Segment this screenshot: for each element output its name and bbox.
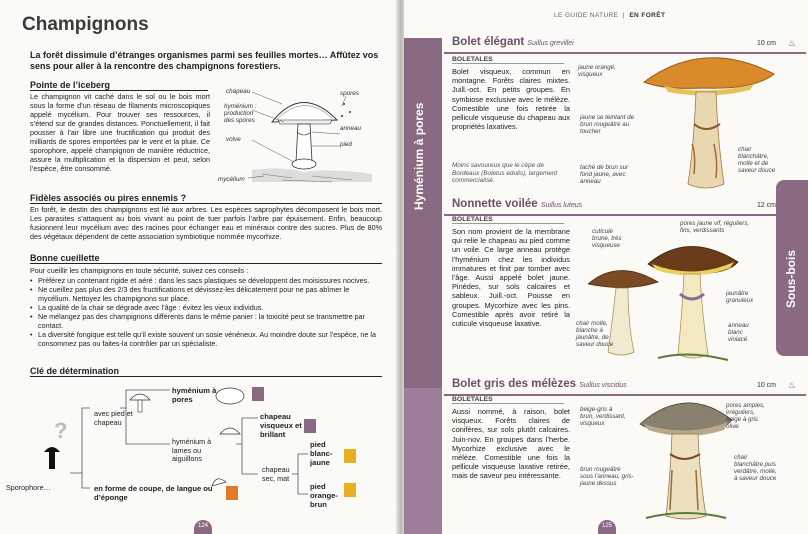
key-pied-chapeau: avec pied et chapeau bbox=[94, 409, 133, 427]
species-header bbox=[444, 378, 806, 396]
label-spores: spores bbox=[340, 90, 359, 97]
species-latin: Suillus viscidus bbox=[579, 382, 627, 389]
header-section: EN FORÊT bbox=[629, 12, 666, 19]
section-text-cueillette-intro: Pour cueillir les champignons en toute sécurité, suivez ces conseils : bbox=[30, 266, 249, 275]
label-pores-s1: jaune se teintant de brun rougeâtre au toucher bbox=[580, 114, 635, 135]
side-band-label: Hyménium à pores bbox=[412, 102, 426, 210]
section-title-cle: Clé de détermination bbox=[30, 366, 382, 377]
list-item: • La qualité de la chair se dégrade avec l’âge : évitez les vieux individus. bbox=[30, 303, 382, 312]
section-title-cueillette: Bonne cueillette bbox=[30, 253, 382, 264]
label-hymenium: hyménium : production des spores bbox=[224, 103, 257, 124]
species-description: Aussi nommé, à raison, bolet visqueux. Forêts claires de conifères, sur sols plutôt calcaires. Juin-nov. En groupes dans l’herbe. Mycorhize exclusive avec le mélèze. Comestible une fois la pellicule visqueuse laxative retirée, mais de saveur peu intéressante. bbox=[452, 407, 570, 481]
header-guide: LE GUIDE NATURE bbox=[554, 12, 619, 19]
key-flag-purple bbox=[252, 387, 264, 401]
species-size: 10 cm bbox=[756, 382, 776, 389]
section-tab[interactable] bbox=[776, 180, 808, 356]
tips-list bbox=[30, 276, 382, 348]
label-pores-s2: pores jaune vif, réguliers, fins, verdissants bbox=[680, 220, 750, 234]
key-pied-blanc-jaune: pied blanc-jaune bbox=[310, 440, 333, 467]
label-chair-s3: chair blanchâtre puis verdâtre, molle, à saveur douce bbox=[734, 454, 777, 482]
species-size: 12 cm bbox=[756, 202, 776, 209]
cooking-pot-icon: ♨ bbox=[787, 38, 796, 48]
page-number-right: 125 bbox=[598, 520, 616, 534]
species-family: BOLETALES bbox=[452, 396, 564, 404]
label-anneau-s2: anneau blanc violacé bbox=[728, 322, 749, 343]
label-pied-s2: jaunâtre granuleux bbox=[726, 290, 754, 304]
key-forme-coupe: en forme de coupe, de langue ou d’éponge bbox=[94, 484, 213, 502]
label-pores-s3: pores amples, irréguliers, beige à gris olive bbox=[726, 402, 765, 430]
list-item: • Ne cueillez pas plus des 2/3 des fructifications et dévissez-les délicatement pour ne pas abîmer le mycélium. Nettoyez les champignons sur place. bbox=[30, 285, 382, 303]
species-size: 10 cm bbox=[756, 40, 776, 47]
cooking-pot-icon: ♨ bbox=[787, 380, 796, 390]
species-description: Bolet visqueux, commun en montagne. Forêts claires mixtes. Juill.-oct. En petits groupes. En symbiose exclusive avec le mélèze. Comestible une fois retirée la pellicule visqueuse du chapeau aux propriétés laxatives. bbox=[452, 67, 570, 132]
label-chapeau-s3: beige-gris à brun, verdissant, visqueux bbox=[580, 406, 626, 427]
label-pied-s1: taché de brun sur fond jaune, avec anneau bbox=[580, 164, 629, 185]
section-text-associes: En forêt, le destin des champignons est lié aux arbres. Les espèces saprophytes décomposent le bois mort. Les parasites s’attaquent au bois vivant au point de tuer parfois l’arbre par épuisement. Enfin, beaucoup fusionnent leur mycélium avec des racines pour échanger eau et minéraux contre des sucres. Plus de 80% des végétaux dépendent de cette association symbiotique nommée mycorhize. bbox=[30, 205, 382, 241]
label-pied: pied bbox=[340, 141, 352, 148]
page-title: Champignons bbox=[22, 14, 149, 35]
key-hymenium-pores: hyménium à pores bbox=[172, 386, 217, 404]
species-name: Nonnette voilée bbox=[452, 198, 538, 210]
key-chapeau-visqueux: chapeau visqueux et brillant bbox=[260, 412, 302, 439]
key-pied-orange-brun: pied orange-brun bbox=[310, 482, 338, 509]
label-volve: volve bbox=[226, 136, 241, 143]
side-band bbox=[404, 38, 442, 388]
label-chair-s1: chair blanchâtre, molle et de saveur douce bbox=[738, 146, 776, 174]
species-name: Bolet gris des mélèzes bbox=[452, 378, 576, 390]
lead-paragraph: La forêt dissimule d’étranges organismes parmi ses feuilles mortes… Affûtez vos sens pour aller à la rencontre des champignons forestiers. bbox=[30, 50, 379, 71]
right-page bbox=[404, 0, 808, 534]
side-band-lower bbox=[404, 388, 442, 534]
species-note: Moins savoureux que le cèpe de Bordeaux (Boletus edulis), largement commercialisé. bbox=[452, 162, 558, 184]
key-chapeau-sec: chapeau sec, mat bbox=[262, 465, 290, 483]
key-flag-orange bbox=[226, 486, 238, 500]
section-title-associes: Fidèles associés ou pires ennemis ? bbox=[30, 193, 382, 204]
label-chapeau: chapeau bbox=[226, 88, 251, 95]
section-text-iceberg: Le champignon vit caché dans le sol ou le bois mort sous la forme d’un réseau de filaments microscopiques appelé mycélium. Pour trouver ses ressources, il s’étend sur de grandes distances. Ponctuellement, il fait pousser à l’air libre une fructification qui produit des milliards de spores emportées par le vent et la pluie. Ce sporophore, appelé champignon de manière réductrice, assure la multiplication et la dispersion et peut, selon l’espèce, être consommé. bbox=[30, 92, 210, 173]
label-anneau: anneau bbox=[340, 125, 362, 132]
species-latin: Suillus luteus bbox=[540, 202, 583, 209]
section-tab-label: Sous-bois bbox=[784, 249, 798, 308]
label-pied-s3: brun rougeâtre sous l’anneau, gris-jaune dessus bbox=[580, 466, 634, 487]
key-sporophore: Sporophore… bbox=[6, 483, 51, 492]
label-chair-s2: chair molle, blanche à jaunâtre, de saveur douce bbox=[576, 320, 614, 348]
section-title-iceberg: Pointe de l’iceberg bbox=[30, 80, 208, 91]
svg-text:?: ? bbox=[54, 418, 68, 443]
label-cuticule-s2: cuticule brune, très visqueuse bbox=[592, 228, 622, 249]
running-header: LE GUIDE NATURE | EN FORÊT bbox=[554, 12, 666, 19]
list-item: • Préférez un contenant rigide et aéré : dans les sacs plastiques se développent des moisissures nocives. bbox=[30, 276, 382, 285]
species-header bbox=[444, 198, 806, 216]
species-name: Bolet élégant bbox=[452, 36, 525, 48]
list-item: • La diversité fongique est telle qu’il existe souvent un sosie vénéneux. Au moindre doute sur l’espèce, ne la consommez pas ou faites-la contrôler par un spécialiste. bbox=[30, 330, 382, 348]
species-latin: Suillus grevillei bbox=[527, 40, 574, 47]
key-hymenium-lames: hyménium à lames ou aiguillons bbox=[172, 437, 212, 463]
left-page bbox=[0, 0, 398, 534]
list-item: • Ne mélangez pas des champignons différents dans le même panier : la toxicité peut se transmettre par contact. bbox=[30, 312, 382, 330]
label-chapeau-s1: jaune orangé, visqueux bbox=[578, 64, 616, 78]
label-mycelium: mycélium bbox=[218, 176, 245, 183]
species-description: Son nom provient de la membrane qui relie le chapeau au pied comme un voile. Ce large anneau protège l’hyménium chez les individus immatures et finit par tomber avec l’âge. Aussi appelé bolet jaune. Pinèdes, sur sols calcaires et sableux. Juill.-oct. Pousse en groupes. Mycorhize avec les pins. Comestible après avoir retiré la cuticule visqueuse laxative. bbox=[452, 227, 570, 329]
species-family: BOLETALES bbox=[452, 216, 564, 224]
species-family: BOLETALES bbox=[452, 56, 564, 64]
page-number-left: 124 bbox=[194, 520, 212, 534]
illustration-bolet-gris bbox=[636, 390, 736, 524]
